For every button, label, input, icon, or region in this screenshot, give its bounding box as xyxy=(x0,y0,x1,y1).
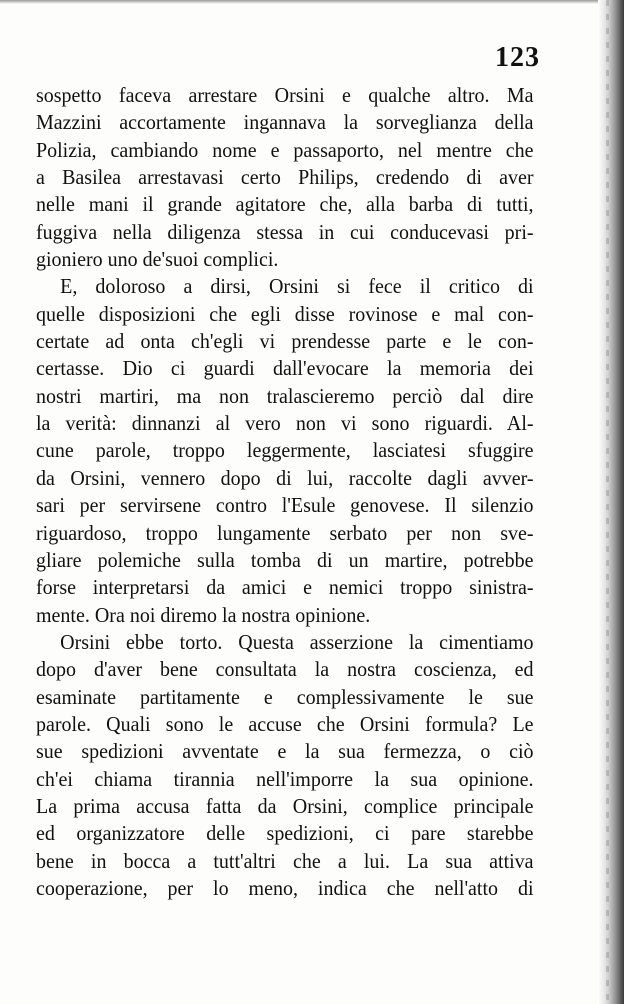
text-line: Orsini ebbe torto. Questa asserzione la cimentiamo xyxy=(60,629,534,654)
text-line: Polizia, cambiando nome e passaporto, nel mentre che xyxy=(36,137,534,162)
text-line: nelle mani il grande agitatore che, alla barba di tutti, xyxy=(36,192,534,217)
text-line: a Basilea arrestavasi certo Philips, credendo di aver xyxy=(36,165,534,190)
text-line: mente. Ora noi diremo la nostra opinione. xyxy=(36,602,371,627)
text-line: riguardoso, troppo lungamente serbato per non sve- xyxy=(36,520,534,545)
text-line: quelle disposizioni che egli disse rovinose e mal con- xyxy=(36,301,534,326)
text-line: nostri martiri, ma non tralascieremo perciò dal dire xyxy=(36,383,534,408)
text-line: sari per servirsene contro l'Esule genovese. Il silenzio xyxy=(36,493,534,518)
text-line: Mazzini accortamente ingannava la sorveglianza della xyxy=(36,110,534,135)
text-line: sospetto faceva arrestare Orsini e qualche altro. Ma xyxy=(36,83,534,107)
text-line: certasse. Dio ci guardi dall'evocare la memoria dei xyxy=(36,356,534,381)
binding-edge xyxy=(598,0,624,1004)
text-line: parole. Quali sono le accuse che Orsini formula? Le xyxy=(36,711,534,736)
text-line: forse interpretarsi da amici e nemici troppo sinistra- xyxy=(36,575,534,600)
body-text xyxy=(36,82,534,902)
page-number: 123 xyxy=(495,42,540,73)
text-line: gliare polemiche sulla tomba di un martire, potrebbe xyxy=(36,547,534,572)
text-line: sue spedizioni avventate e la sua fermezza, o ciò xyxy=(36,739,534,764)
text-line: E, doloroso a dirsi, Orsini si fece il critico di xyxy=(60,274,534,299)
text-line: La prima accusa fatta da Orsini, complice principale xyxy=(36,793,534,818)
text-line: ch'ei chiama tirannia nell'imporre la sua opinione. xyxy=(36,766,534,791)
text-line: fuggiva nella diligenza stessa in cui conducevasi pri- xyxy=(36,219,534,244)
page-top-edge xyxy=(0,0,600,4)
text-line: ed organizzatore delle spedizioni, ci pare starebbe xyxy=(36,821,534,846)
text-line: dopo d'aver bene consultata la nostra coscienza, ed xyxy=(36,657,534,682)
text-line: cooperazione, per lo meno, indica che nell'atto di xyxy=(36,875,534,900)
text-line: bene in bocca a tutt'altri che a lui. La sua attiva xyxy=(36,848,534,873)
text-line: esaminate partitamente e complessivamente le sue xyxy=(36,684,534,709)
text-line: da Orsini, vennero dopo di lui, raccolte dagli avver- xyxy=(36,465,534,490)
text-line: cune parole, troppo leggermente, lasciatesi sfuggire xyxy=(36,438,534,463)
text-line: gioniero uno de'suoi complici. xyxy=(36,247,279,272)
text-line: la verità: dinnanzi al vero non vi sono riguardi. Al- xyxy=(36,411,534,436)
text-line: certate ad onta ch'egli vi prendesse parte e le con- xyxy=(36,329,534,354)
